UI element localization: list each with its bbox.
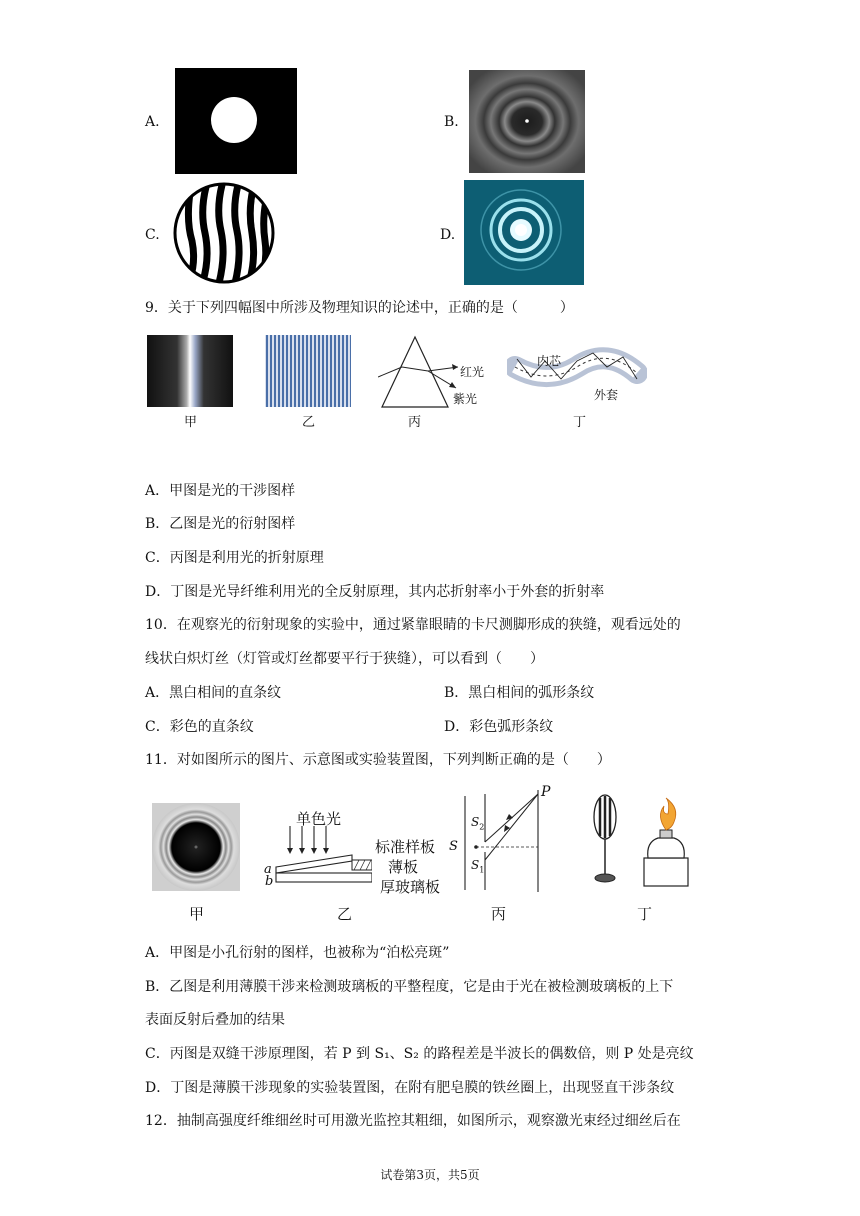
fringe-stripe [294,335,296,407]
q11-option-b: B．乙图是利用薄膜干涉来检测玻璃板的平整程度，它是由于光在被检测玻璃板的上下 [145,979,674,995]
bing-label-P: P [541,784,551,800]
fringe-stripe [306,335,308,407]
q11-caption-yi: 乙 [337,905,353,923]
bing-label-S2: $S_2$ [471,815,485,832]
fringe-stripe [334,335,336,407]
q11-figure-ding [590,792,695,892]
option-label-c: C. [145,227,160,243]
fiber-label-core: 内芯 [537,354,562,368]
q11-figure-bing [455,784,555,896]
q11-figure-jia [152,803,240,891]
q9-figure-jia [147,335,233,407]
q9-figure-yi [265,335,351,407]
q10-option-b: B．黑白相间的弧形条纹 [444,685,595,701]
fringe-stripe [302,335,304,407]
fringe-stripe [278,335,280,407]
fiber-label-cladding: 外套 [594,388,619,402]
q9-caption-bing: 丙 [408,415,422,430]
bing-label-S: S [449,839,458,854]
q12-stem: 12．抽制高强度纤维细丝时可用激光监控其粗细，如图所示，观察激光束经过细丝后在 [145,1113,681,1129]
q11-caption-bing: 丙 [491,905,507,923]
q10-stem-line1: 10．在观察光的衍射现象的实验中，通过紧靠眼睛的卡尺测脚形成的狭缝，观看远处的 [145,617,681,633]
fringe-stripe [286,335,288,407]
fringe-stripe [350,335,351,407]
yi-label-b: b [265,874,274,889]
yi-label-a: a [264,862,272,877]
fringe-stripe [282,335,284,407]
yi-label-thin-plate: 薄板 [388,858,419,876]
page-footer: 试卷第3页，共5页 [380,1168,480,1182]
fringe-stripe [318,335,320,407]
q9-caption-ding: 丁 [573,415,587,430]
option-label-d: D. [440,227,456,243]
q10-stem-line2: 线状白炽灯丝（灯管或灯丝都要平行于狭缝），可以看到（ ） [145,651,544,667]
fringe-stripe [322,335,324,407]
fringe-stripe [270,335,272,407]
q9-option-d: D．丁图是光导纤维利用光的全反射原理，其内芯折射率小于外套的折射率 [145,584,605,600]
fringe-stripe [346,335,348,407]
yi-label-standard-plate: 标准样板 [375,838,436,856]
fringe-stripe [338,335,340,407]
q10-option-a: A．黑白相间的直条纹 [145,685,282,701]
q11-option-c: C．丙图是双缝干涉原理图，若 P 到 S₁、S₂ 的路程差是半波长的偶数倍，则 P 处是亮纹 [145,1046,694,1062]
q11-option-a: A．甲图是小孔衍射的图样，也被称为“泊松亮斑” [145,945,450,961]
q9-caption-yi: 乙 [302,415,316,430]
fringe-stripe [290,335,292,407]
bing-label-S1: $S_1$ [471,858,485,875]
q9-figure-ding-fiber [507,345,647,405]
q11-caption-jia: 甲 [189,905,205,923]
fringe-stripe [314,335,316,407]
q9-option-a: A．甲图是光的干涉图样 [145,483,296,499]
option-label-a: A. [145,114,160,130]
fringe-stripe [298,335,300,407]
fringe-stripe [310,335,312,407]
fringe-stripe [342,335,344,407]
fringe-stripe [326,335,328,407]
image-c-wavy-fringes [172,181,277,285]
fringe-stripe [274,335,276,407]
yi-label-monochromatic-light: 单色光 [296,810,342,828]
image-b-ring-pattern [469,70,585,173]
image-d-bright-center-rings [464,180,584,285]
option-label-b: B. [444,114,459,130]
q9-caption-jia: 甲 [184,415,198,430]
q9-option-b: B．乙图是光的衍射图样 [145,516,296,532]
q11-stem: 11．对如图所示的图片、示意图或实验装置图，下列判断正确的是（ ） [145,752,611,768]
q10-option-c: C．彩色的直条纹 [145,719,254,735]
prism-label-red: 红光 [460,365,485,379]
q11-caption-ding: 丁 [637,905,653,923]
fringe-stripe [330,335,332,407]
q11-option-b-cont: 表面反射后叠加的结果 [145,1012,285,1028]
prism-label-violet: 紫光 [453,392,478,406]
q11-option-d: D．丁图是薄膜干涉现象的实验装置图，在附有肥皂膜的铁丝圈上，出现竖直干涉条纹 [145,1080,675,1096]
yi-label-thick-glass: 厚玻璃板 [380,878,441,896]
fringe-stripe [266,335,268,407]
q10-option-d: D．彩色弧形条纹 [444,719,554,735]
q9-stem: 9．关于下列四幅图中所涉及物理知识的论述中，正确的是（ ） [145,300,574,316]
q9-option-c: C．丙图是利用光的折射原理 [145,550,324,566]
image-a-circular-aperture [175,68,297,174]
